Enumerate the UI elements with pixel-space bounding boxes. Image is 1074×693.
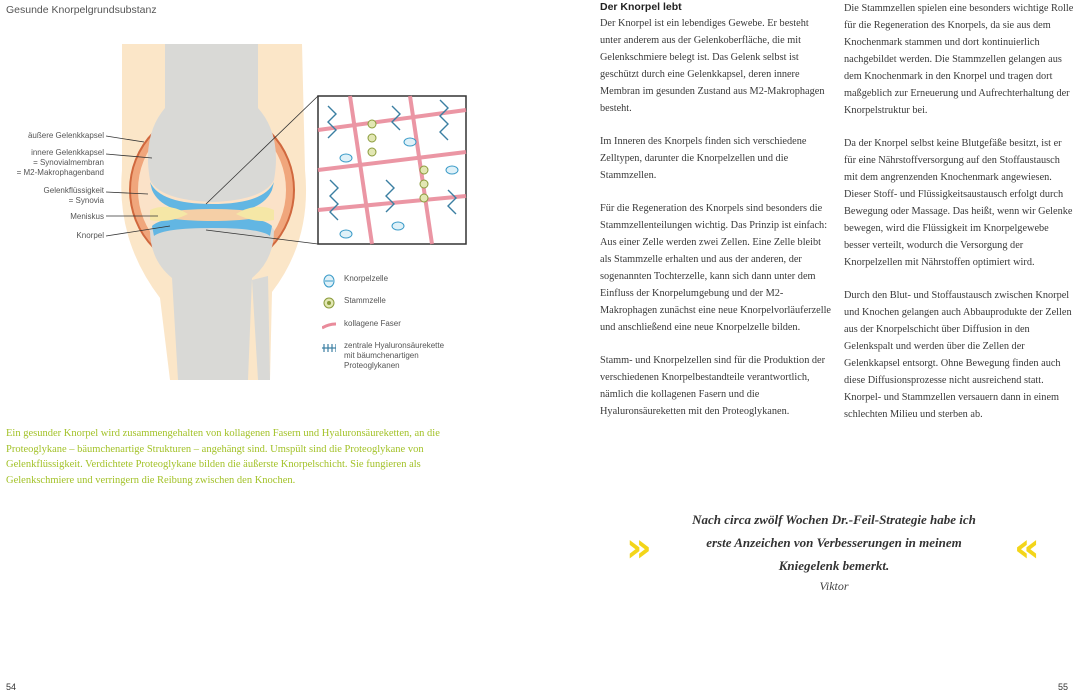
cartilage-cell-icon xyxy=(322,274,336,288)
paragraph: Für die Regeneration des Knorpels sind besonders die Stammzellenteilungen wichtig. Das Prinzip ist einfach: Aus einer Zelle werden zwei Zellen. Eine Zelle bleibt als Stammzelle erhalten und aus der anderen, der sogenannten Tochterzelle, kann sich dann unter dem Einfluss der Knorpelumgebung und der M2-Makrophagen zunächst eine neue Knorpelvorläuferzelle und anschließend eine neue Knorpelzelle bilden. xyxy=(600,203,832,333)
label-meniscus: Meniskus xyxy=(70,212,104,221)
paragraph: Im Inneren des Knorpels finden sich verschiedene Zelltypen, darunter die Knorpelzellen und die Stammzellen. xyxy=(600,136,807,181)
paragraph: Da der Knorpel selbst keine Blutgefäße besitzt, ist er für eine Nährstoffversorgung auf den Stoffaustausch mit dem angrenzenden Knochenmark angewiesen. Dieser Stoff- und Flüssigkeitsaustausch erfolgt durch Bewegung oder Massage. Das heißt, wenn wir Gelenke bewegen, wird die Flüssigkeit im Knorpelgewebe besser verteilt, wodurch die Versorgung der Knorpelzellen mit Nährstoffen optimiert wird. xyxy=(844,138,1073,268)
label-synovia: Gelenkflüssigkeit = Synovia xyxy=(43,186,104,205)
text-column-2 xyxy=(844,0,1074,439)
stem-cell-icon xyxy=(322,296,336,310)
paragraph: Die Stammzellen spielen eine besonders wichtige Rolle für die Regeneration des Knorpels, da sie aus dem Knochenmark stammen und dort kontinuierlich nachgebildet werden. Die Stammzellen gelangen aus dem Knochenmark in den Knorpel und tragen dort maßgeblich zur Erneuerung und Aufrechterhaltung der Knorpelstruktur bei. xyxy=(844,3,1074,116)
knee-diagram xyxy=(0,30,560,430)
label-outer-capsule: äußere Gelenkkapsel xyxy=(27,131,104,140)
hyaluronic-chain-icon xyxy=(322,341,336,355)
quote-open-mark: » xyxy=(626,525,652,571)
paragraph: Der Knorpel ist ein lebendiges Gewebe. Er besteht unter anderem aus der Gelenkoberfläche, die mit Gelenkschmiere belegt ist. Das Gelenk selbst ist geschützt durch eine Gelenkkapsel, deren innere Membran im gesunden Zustand aus M2-Makrophagen besteht. xyxy=(600,18,825,114)
section-title: Gesunde Knorpelgrundsubstanz xyxy=(6,4,157,16)
quote-close-mark: « xyxy=(1014,525,1040,571)
femur xyxy=(148,44,276,202)
testimonial-quote xyxy=(680,508,988,594)
page-number-right: 55 xyxy=(1058,682,1069,692)
paragraph: Durch den Blut- und Stoffaustausch zwischen Knorpel und Knochen gelangen auch Abbauprodukte der Zellen aus der Knorpelschicht über Diffusion in den Gelenkspalt und werden über die Zellen der Gelenkkapsel entsorgt. Ohne Bewegung finden auch diese Diffusionsprozesse nicht ausreichend statt. Knorpel- und Stammzellen versauern dann in einem schlechten Milieu und sterben ab. xyxy=(844,290,1072,420)
text-column-1 xyxy=(600,0,832,436)
page-number-left: 54 xyxy=(6,682,17,692)
label-inner-capsule: innere Gelenkkapsel = Synovialmembran = M2-Makrophagenband xyxy=(16,148,104,177)
collagen-fiber-icon xyxy=(322,319,336,333)
section-heading: Der Knorpel lebt xyxy=(600,1,682,13)
paragraph: Stamm- und Knorpelzellen sind für die Produktion der verschiedenen Knorpelbestandteile verantwortlich, nämlich die kollagenen Fasern und die Hyaluronsäureketten mit den Proteoglykanen. xyxy=(600,355,826,417)
figure-caption: Ein gesunder Knorpel wird zusammengehalten von kollagenen Fasern und Hyaluronsäureketten, an die Proteoglykane – bäumchenartige Strukturen – angehängt sind. Umspült sind die Proteoglykane von Gelenkflüssigkeit. Verdichtete Proteoglykane bilden die äußerste Knorpelschicht. Sie fungieren als Gelenkschmiere und verringern die Reibung zwischen den Knochen. xyxy=(6,428,440,486)
quote-text: Nach circa zwölf Wochen Dr.-Feil-Strategie habe ich erste Anzeichen von Verbesserungen in meinem Kniegelenk bemerkt. xyxy=(692,512,976,573)
label-cartilage: Knorpel xyxy=(76,231,104,240)
quote-author: Viktor xyxy=(819,579,849,593)
